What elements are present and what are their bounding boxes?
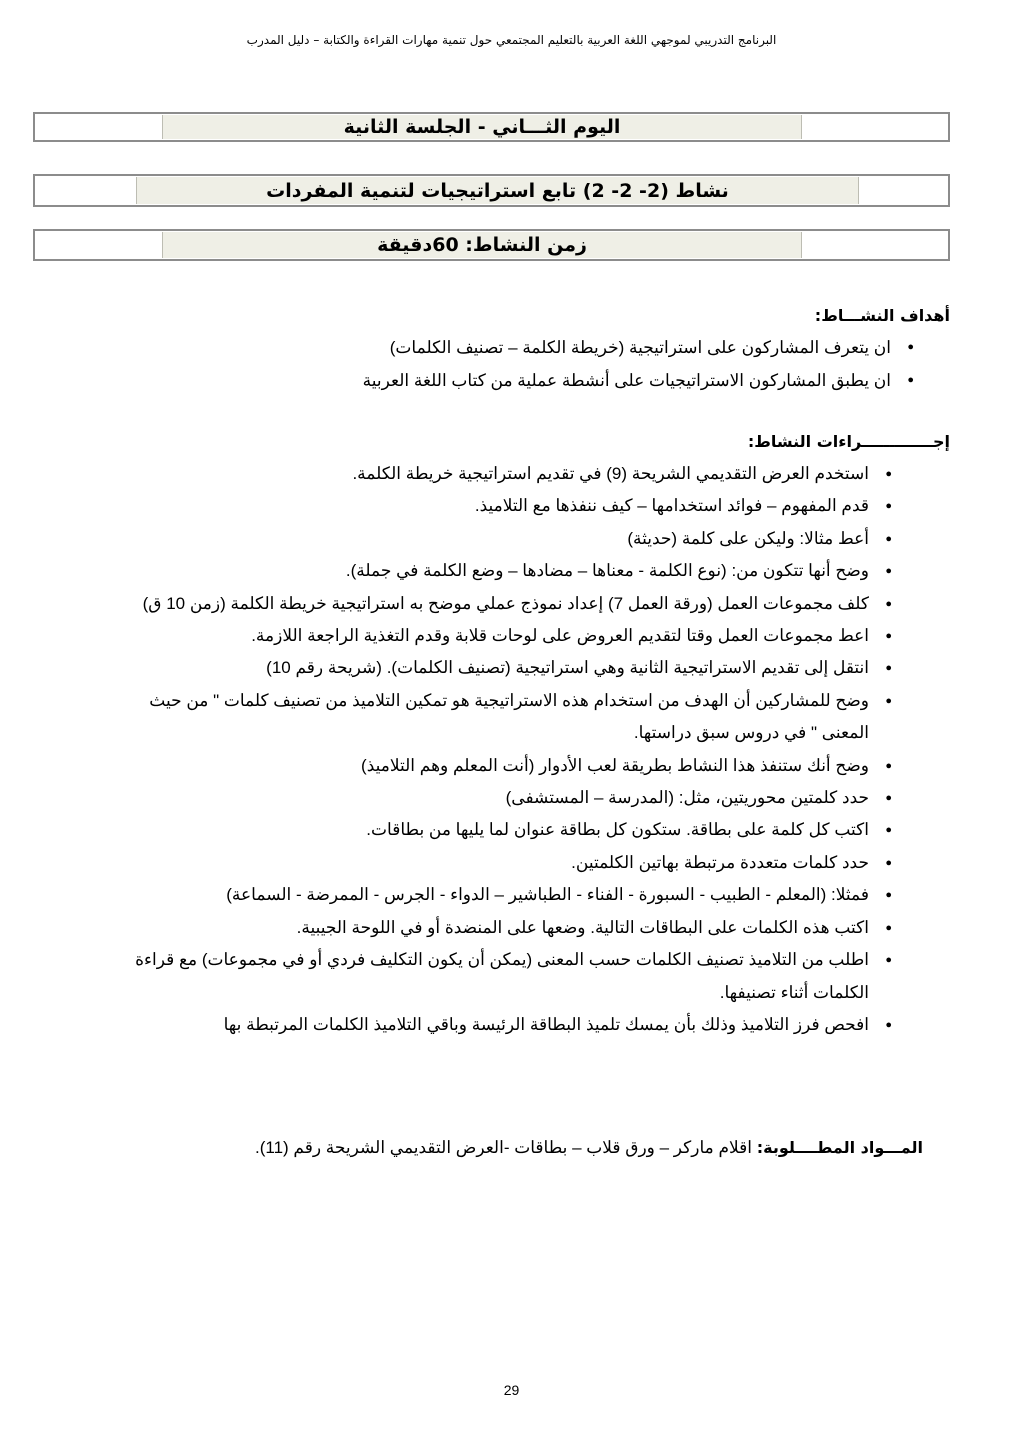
list-item bbox=[99, 620, 899, 652]
list-item-text: أعط مثالا: وليكن على كلمة (حديثة) bbox=[627, 528, 869, 548]
bullet-icon: ● bbox=[885, 954, 892, 967]
list-item-text: ان يتعرف المشاركون على استراتيجية (خريطة الكلمة – تصنيف الكلمات) bbox=[389, 338, 891, 357]
running-header: البرنامج التدريبي لموجهي اللغة العربية بالتعليم المجتمعي حول تنمية مهارات القراءة والكتابة – دليل المدرب bbox=[246, 33, 777, 47]
page-number: 29 bbox=[503, 1382, 520, 1398]
list-item bbox=[99, 782, 899, 814]
bullet-icon: ● bbox=[885, 792, 892, 805]
list-item-text: حدد كلمتين محوريتين، مثل: (المدرسة – المستشفى) bbox=[505, 788, 869, 808]
list-item bbox=[99, 1009, 899, 1041]
list-item-text: قدم المفهوم – فوائد استخدامها – كيف ننفذها مع التلاميذ. bbox=[474, 496, 869, 516]
activity-banner bbox=[33, 174, 950, 207]
list-item bbox=[99, 847, 899, 879]
list-item-text: وضح أنها تتكون من: (نوع الكلمة - معناها – مضادها – وضع الكلمة في جملة). bbox=[345, 561, 869, 581]
goals-list bbox=[221, 331, 921, 397]
bullet-icon: ● bbox=[907, 374, 914, 386]
bullet-icon: ● bbox=[885, 856, 892, 869]
bullet-icon: ● bbox=[885, 500, 892, 513]
list-item bbox=[99, 523, 899, 555]
bullet-icon: ● bbox=[885, 759, 892, 772]
list-item-text: اعط مجموعات العمل وقتا لتقديم العروض على لوحات قلابة وقدم التغذية الراجعة اللازمة. bbox=[251, 626, 869, 646]
materials-line bbox=[83, 1138, 923, 1158]
day-session-banner bbox=[33, 112, 950, 142]
bullet-icon: ● bbox=[885, 597, 892, 610]
bullet-icon: ● bbox=[885, 532, 892, 545]
activity-title: نشاط (2- 2- 2) تابع استراتيجيات لتنمية المفردات bbox=[136, 177, 859, 204]
activity-time: زمن النشاط: 60دقيقة bbox=[162, 232, 802, 258]
materials-label: المـــواد المطــــلوبة: bbox=[756, 1138, 923, 1157]
procedures-list bbox=[99, 458, 899, 1041]
list-item bbox=[99, 490, 899, 522]
list-item-text: وضح للمشاركين أن الهدف من استخدام هذه الاستراتيجية هو تمكين التلاميذ من تصنيف كلمات " من حيث المعنى " في دروس سبق دراستها. bbox=[149, 690, 869, 743]
bullet-icon: ● bbox=[907, 341, 914, 353]
bullet-icon: ● bbox=[885, 694, 892, 707]
list-item bbox=[99, 458, 899, 490]
list-item bbox=[99, 555, 899, 587]
list-item-text: فمثلا: (المعلم - الطبيب - السبورة - الفناء - الطباشير – الدواء - الجرس - الممرضة - السماعة) bbox=[226, 885, 869, 905]
bullet-icon: ● bbox=[885, 662, 892, 675]
bullet-icon: ● bbox=[885, 630, 892, 643]
bullet-icon: ● bbox=[885, 921, 892, 934]
list-item bbox=[99, 588, 899, 620]
list-item bbox=[99, 944, 899, 1009]
list-item-text: اطلب من التلاميذ تصنيف الكلمات حسب المعنى (يمكن أن يكون التكليف فردي أو في مجموعات) مع قراءة الكلمات أثناء تصنيفها. bbox=[135, 950, 869, 1002]
bullet-icon: ● bbox=[885, 565, 892, 578]
list-item-text: وضح أنك ستنفذ هذا النشاط بطريقة لعب الأدوار (أنت المعلم وهم التلاميذ) bbox=[361, 755, 869, 775]
list-item-text: ان يطبق المشاركون الاستراتيجيات على أنشطة عملية من كتاب اللغة العربية bbox=[362, 371, 891, 390]
list-item bbox=[99, 750, 899, 782]
list-item-text: اكتب كل كلمة على بطاقة. ستكون كل بطاقة عنوان لما يليها من بطاقات. bbox=[366, 820, 869, 840]
bullet-icon: ● bbox=[885, 1018, 892, 1031]
list-item-text: كلف مجموعات العمل (ورقة العمل 7) إعداد نموذج عملي موضح به استراتيجية خريطة الكلمة (زمن 10 ق) bbox=[142, 593, 869, 613]
materials-text: اقلام ماركر – ورق قلاب – بطاقات -العرض التقديمي الشريحة رقم (11). bbox=[254, 1138, 757, 1157]
list-item bbox=[99, 912, 899, 944]
list-item bbox=[221, 331, 921, 364]
list-item bbox=[221, 364, 921, 397]
list-item-text: استخدم العرض التقديمي الشريحة (9) في تقديم استراتيجية خريطة الكلمة. bbox=[352, 464, 869, 483]
bullet-icon: ● bbox=[885, 468, 892, 480]
list-item-text: افحص فرز التلاميذ وذلك بأن يمسك تلميذ البطاقة الرئيسة وباقي التلاميذ الكلمات المرتبطة بها bbox=[223, 1014, 869, 1034]
list-item-text: اكتب هذه الكلمات على البطاقات التالية. وضعها على المنضدة أو في اللوحة الجيبية. bbox=[296, 917, 869, 937]
list-item bbox=[99, 814, 899, 846]
goals-heading: أهداف النشـــاط: bbox=[814, 306, 950, 325]
bullet-icon: ● bbox=[885, 824, 892, 837]
list-item-text: حدد كلمات متعددة مرتبطة بهاتين الكلمتين. bbox=[571, 852, 869, 872]
list-item bbox=[99, 652, 899, 684]
procedures-heading: إجـــــــــــــراءات النشاط: bbox=[747, 432, 950, 451]
list-item-text: انتقل إلى تقديم الاستراتيجية الثانية وهي استراتيجية (تصنيف الكلمات). (شريحة رقم 10) bbox=[266, 658, 869, 678]
day-session-title: اليوم الثـــاني - الجلسة الثانية bbox=[162, 115, 802, 139]
bullet-icon: ● bbox=[885, 889, 892, 902]
list-item bbox=[99, 879, 899, 911]
list-item bbox=[99, 685, 899, 750]
activity-time-banner bbox=[33, 229, 950, 261]
